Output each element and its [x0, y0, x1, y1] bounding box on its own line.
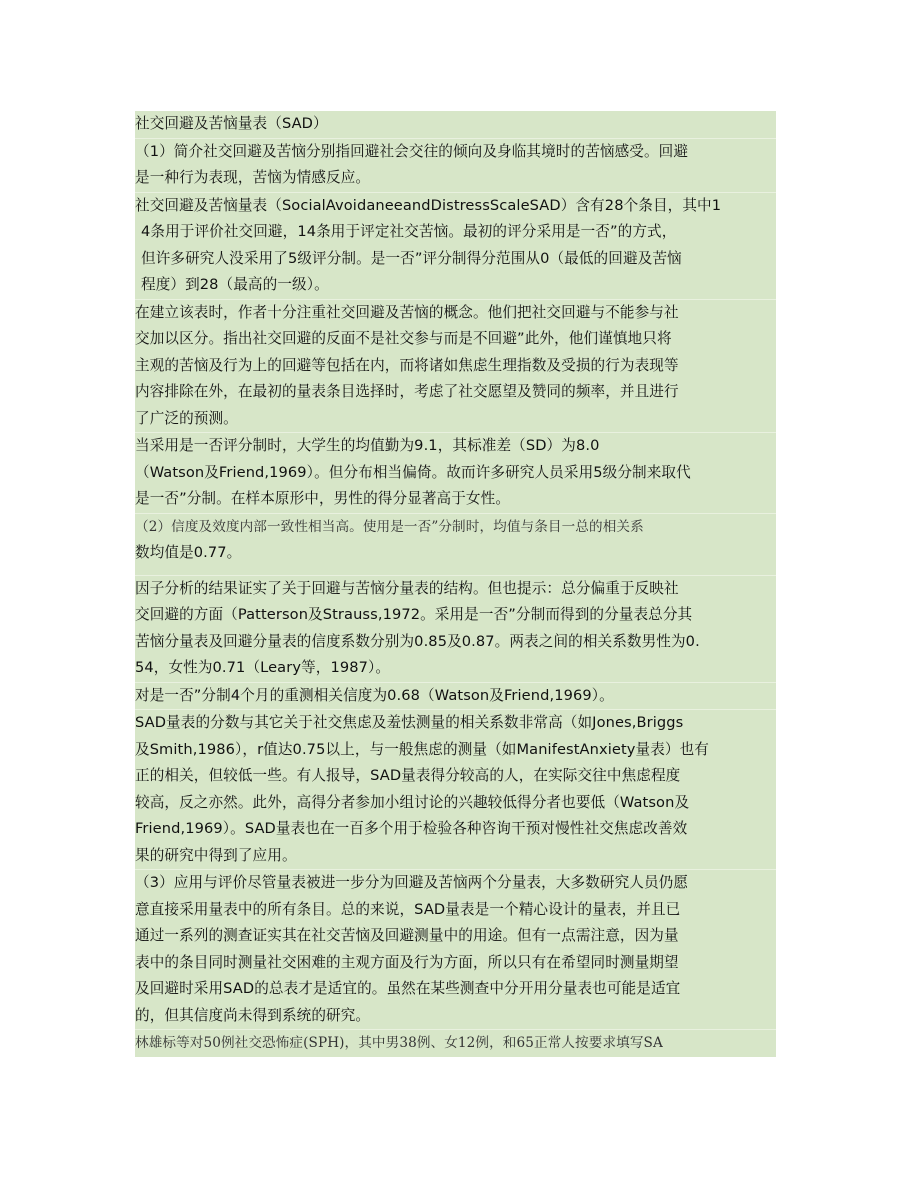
text-line: 了广泛的预测。: [135, 409, 238, 427]
paragraph-gap: [135, 567, 776, 575]
document-page: [135, 111, 776, 1057]
text-line: 通过一系列的测查证实其在社交苦恼及回避测量中的用途。但有一点需注意，因为量: [135, 927, 679, 944]
text-line: （3）应用与评价尽管量表被进一步分为回避及苦恼两个分量表，大多数研究人员仍愿: [135, 874, 689, 891]
text-line: 较高，反之亦然。此外，高得分者参加小组讨论的兴趣较低得分者也要低（Watson及: [135, 793, 690, 811]
paragraph-norms: [135, 432, 776, 513]
text-line: 是一否”分制。在样本原形中，男性的得分显著高于女性。: [135, 490, 511, 507]
text-line: 是一种行为表现，苦恼为情感反应。: [135, 169, 371, 186]
text-line: Friend,1969）。SAD量表也在一百多个用于检验各种咨询干预对慢性社交焦虑改善效: [135, 820, 688, 837]
paragraph-description: [135, 192, 776, 299]
text-line: 4条用于评价社交回避，14条用于评定社交苦恼。最初的评分采用是一否”的方式，: [141, 223, 677, 240]
text-line: 因子分析的结果证实了关于回避与苦恼分量表的结构。但也提示：总分偏重于反映社: [135, 579, 679, 597]
text-line: 社交回避及苦恼量表（SAD）: [135, 115, 328, 132]
text-line: 但许多研究人没采用了5级评分制。是一否”评分制得分范围从0（最低的回避及苦恼: [141, 249, 682, 267]
paragraph-study: [135, 1029, 776, 1057]
text-line: 林雄标等对50例社交恐怖症(SPH)，其中男38例、女12例，和65正常人按要求填写SA: [135, 1035, 663, 1051]
paragraph-application: [135, 869, 776, 1029]
text-line: （1）简介社交回避及苦恼分别指回避社会交往的倾向及身临其境时的苦恼感受。回避: [135, 142, 689, 160]
text-line: 社交回避及苦恼量表（SocialAvoidaneeandDistressScaleSAD）含有28个条目，其中1: [135, 196, 722, 214]
text-line: 及回避时采用SAD的总表才是适宜的。虽然在某些测查中分开用分量表也可能是适宜: [135, 980, 681, 997]
text-line: 苦恼分量表及回避分量表的信度系数分别为0.85及0.87。两表之间的相关系数男性为0.: [135, 632, 700, 650]
text-line: 对是一否”分制4个月的重测相关信度为0.68（Watson及Friend,1969）。: [135, 686, 614, 704]
paragraph-intro: [135, 138, 776, 192]
text-line: 内容排除在外，在最初的量表条目选择时，考虑了社交愿望及赞同的频率，并且进行: [135, 383, 679, 400]
paragraph-factor: [135, 575, 776, 682]
text-line: 程度）到28（最高的一级）。: [141, 276, 329, 293]
text-line: 表中的条目同时测量社交困难的主观方面及行为方面，所以只有在希望同时测量期望: [135, 953, 679, 971]
text-line: 54，女性为0.71（Leary等，1987）。: [135, 659, 391, 676]
text-line: SAD量表的分数与其它关于社交焦虑及羞怯测量的相关系数非常高（如Jones,Briggs: [135, 714, 684, 731]
paragraph-validity: [135, 709, 776, 869]
text-line: 果的研究中得到了应用。: [135, 846, 297, 864]
text-line: 交回避的方面（Patterson及Strauss,1972。采用是一否”分制而得到的分量表总分其: [135, 606, 693, 623]
text-line: 交加以区分。指出社交回避的反面不是社交参与而是不回避”此外，他们谨慎地只将: [135, 330, 672, 347]
text-line: （Watson及Friend,1969）。但分布相当偏倚。故而许多研究人员采用5级分制来取代: [135, 463, 691, 481]
text-line: 在建立该表时，作者十分注重社交回避及苦恼的概念。他们把社交回避与不能参与社: [135, 303, 679, 321]
text-line: 意直接采用量表中的所有条目。总的来说，SAD量表是一个精心设计的量表，并且已: [135, 900, 681, 918]
text-line: 主观的苦恼及行为上的回避等包括在内，而将诸如焦虑生理指数及受损的行为表现等: [135, 356, 679, 374]
paragraph-concept: [135, 299, 776, 433]
text-line: 及Smith,1986），r值达0.75以上，与一般焦虑的测量（如ManifestAnxiety量表）也有: [135, 740, 709, 758]
paragraph-reliability: [135, 513, 776, 567]
text-line: 当采用是一否评分制时，大学生的均值勤为9.1，其标准差（SD）为8.0: [135, 437, 600, 454]
text-line: 的，但其信度尚未得到系统的研究。: [135, 1006, 371, 1024]
paragraph-retest: [135, 682, 776, 710]
text-line: 数均值是0.77。: [135, 544, 242, 561]
text-line: 正的相关，但较低一些。有人报导，SAD量表得分较高的人，在实际交往中焦虑程度: [135, 767, 681, 784]
paragraph-title: [135, 111, 776, 138]
text-line: （2）信度及效度内部一致性相当高。使用是一否”分制时，均值与条目一总的相关系: [135, 518, 644, 535]
